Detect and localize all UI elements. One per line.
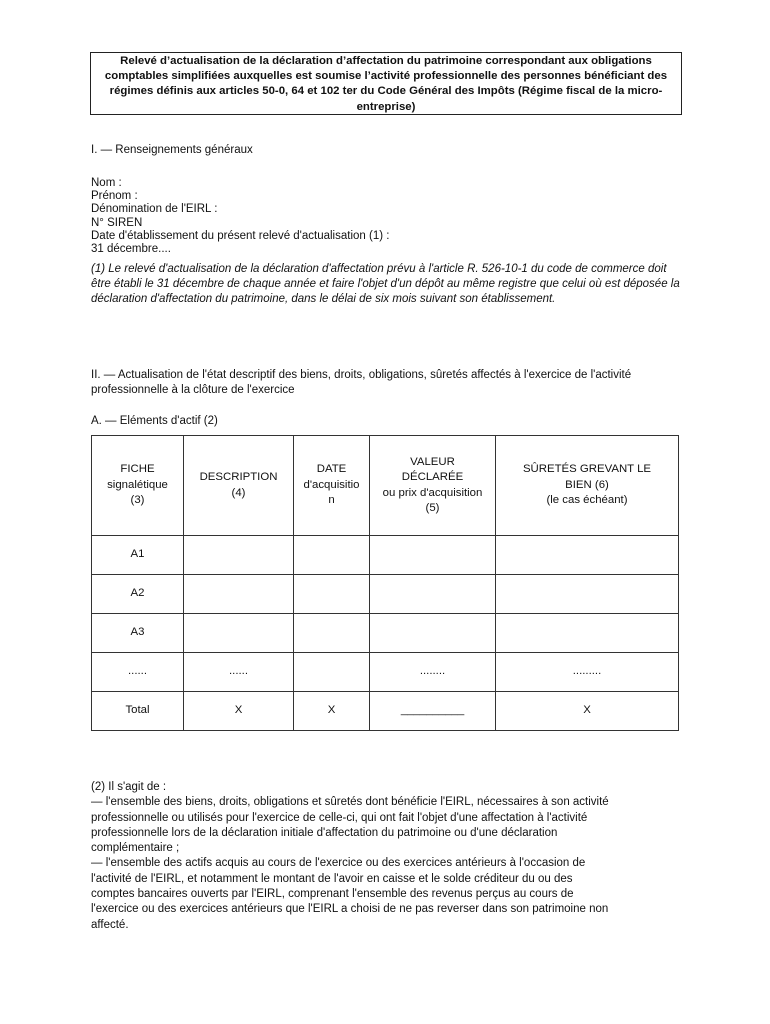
table-cell: ......: [92, 653, 184, 692]
table-cell: A2: [92, 575, 184, 614]
table-row: [92, 536, 679, 575]
table-cell: [184, 536, 294, 575]
general-info-fields: [91, 177, 681, 256]
table-cell: [294, 614, 370, 653]
header-line: (5): [425, 502, 440, 514]
header-line: (3): [130, 494, 145, 507]
table-cell: A1: [92, 536, 184, 575]
table-cell: X: [496, 692, 679, 731]
field-siren: N° SIREN: [91, 216, 143, 229]
footnote-2-line: (2) Il s'agit de :: [91, 781, 167, 793]
table-cell: X: [184, 692, 294, 731]
table-cell: ........: [370, 653, 496, 692]
field-nom: Nom :: [91, 177, 122, 189]
table-cell: [184, 575, 294, 614]
footnote-2-line: — l'ensemble des biens, droits, obligations et sûretés dont bénéficie l'EIRL, nécessaires à son activité: [91, 796, 609, 809]
section-1-heading: I. — Renseignements généraux: [91, 144, 253, 156]
table-cell: [370, 536, 496, 575]
subsection-a-heading: A. — Eléments d'actif (2): [91, 415, 218, 427]
header-line: BIEN (6): [565, 478, 609, 491]
table-cell: .........: [496, 653, 679, 692]
header-line: ou prix d'acquisition: [382, 486, 483, 499]
footnote-2: [91, 780, 681, 933]
table-cell: [496, 614, 679, 653]
footnote-2-line: professionnelle ou utilisés pour l'exercice de celle-ci, qui ont fait l'objet d'une affectation à l'activité: [91, 811, 588, 824]
header-line: (4): [231, 486, 246, 499]
table-row: [92, 575, 679, 614]
table-cell: __________: [370, 692, 496, 731]
footnote-2-line: l'exercice ou des exercices antérieurs que l'EIRL a choisi de ne pas reverser dans son patrimoine non: [91, 903, 609, 916]
header-line: DESCRIPTION: [199, 471, 278, 483]
table-cell: [370, 575, 496, 614]
header-description: [184, 436, 294, 536]
footnote-1: (1) Le relevé d'actualisation de la déclaration d'affectation prévu à l'article R. 526-10-1 du code de commerce doit être établi le 31 décembre de chaque année et faire l'objet d'un dépôt au même registre que celui où est déposée la déclaration d'affectation du patrimoine, dans le délai de six mois suivant son établissement.: [91, 263, 680, 306]
table-cell: ......: [184, 653, 294, 692]
header-line: VALEUR: [410, 455, 455, 468]
header-line: FICHE: [120, 463, 155, 476]
header-line: SÛRETÉS GREVANT LE: [522, 463, 652, 476]
table-cell: Total: [92, 692, 184, 731]
field-denomination: Dénomination de l'EIRL :: [91, 203, 218, 216]
table-row: [92, 653, 679, 692]
header-valeur: [370, 436, 496, 536]
footnote-2-line: complémentaire ;: [91, 842, 180, 855]
table-body: [92, 536, 679, 731]
table-cell: X: [294, 692, 370, 731]
footnote-2-line: — l'ensemble des actifs acquis au cours de l'exercice ou des exercices antérieurs à l'occasion de: [91, 857, 586, 870]
footnote-2-line: l'activité de l'EIRL, et notamment le montant de l'avoir en caisse et le solde créditeur du ou des: [91, 872, 573, 885]
header-date: [294, 436, 370, 536]
header-suretes: [496, 436, 679, 536]
table-cell: [496, 575, 679, 614]
header-line: DÉCLARÉE: [401, 471, 464, 483]
table-cell: [496, 536, 679, 575]
header-line: n: [328, 494, 335, 507]
footnote-2-line: comptes bancaires ouverts par l'EIRL, comprenant l'ensemble des revenus perçus au cours de: [91, 888, 574, 901]
table-cell: [370, 614, 496, 653]
field-date-label: Date d'établissement du présent relevé d'actualisation (1) :: [91, 229, 390, 242]
field-date-value: 31 décembre....: [91, 243, 171, 256]
header-line: (le cas échéant): [546, 494, 628, 507]
field-prenom: Prénom :: [91, 190, 138, 203]
footnote-2-line: professionnelle lors de la déclaration initiale d'affectation du patrimoine ou d'une déclaration: [91, 826, 558, 839]
table-cell: [294, 536, 370, 575]
table-cell: [184, 614, 294, 653]
footnote-2-line: affecté.: [91, 918, 129, 931]
document-title: Relevé d’actualisation de la déclaration d’affectation du patrimoine correspondant aux obligations comptables simplifiées auxquelles est soumise l’activité professionnelle des personnes bénéficiant des régimes définis aux articles 50-0, 64 et 102 ter du Code Général des Impôts (Régime fiscal de la micro-entreprise): [90, 52, 682, 115]
assets-table: [91, 435, 679, 731]
table-cell: [294, 653, 370, 692]
header-line: d'acquisitio: [303, 478, 360, 491]
header-fiche: [92, 436, 184, 536]
header-line: DATE: [316, 463, 347, 476]
table-row: [92, 692, 679, 731]
section-2-heading: II. — Actualisation de l'état descriptif des biens, droits, obligations, sûretés affectés à l'exercice de l'activité professionnelle à la clôture de l'exercice: [91, 369, 632, 397]
table-cell: [294, 575, 370, 614]
table-row: [92, 614, 679, 653]
table-header-row: [92, 436, 679, 536]
header-line: signalétique: [107, 478, 168, 491]
table-cell: A3: [92, 614, 184, 653]
